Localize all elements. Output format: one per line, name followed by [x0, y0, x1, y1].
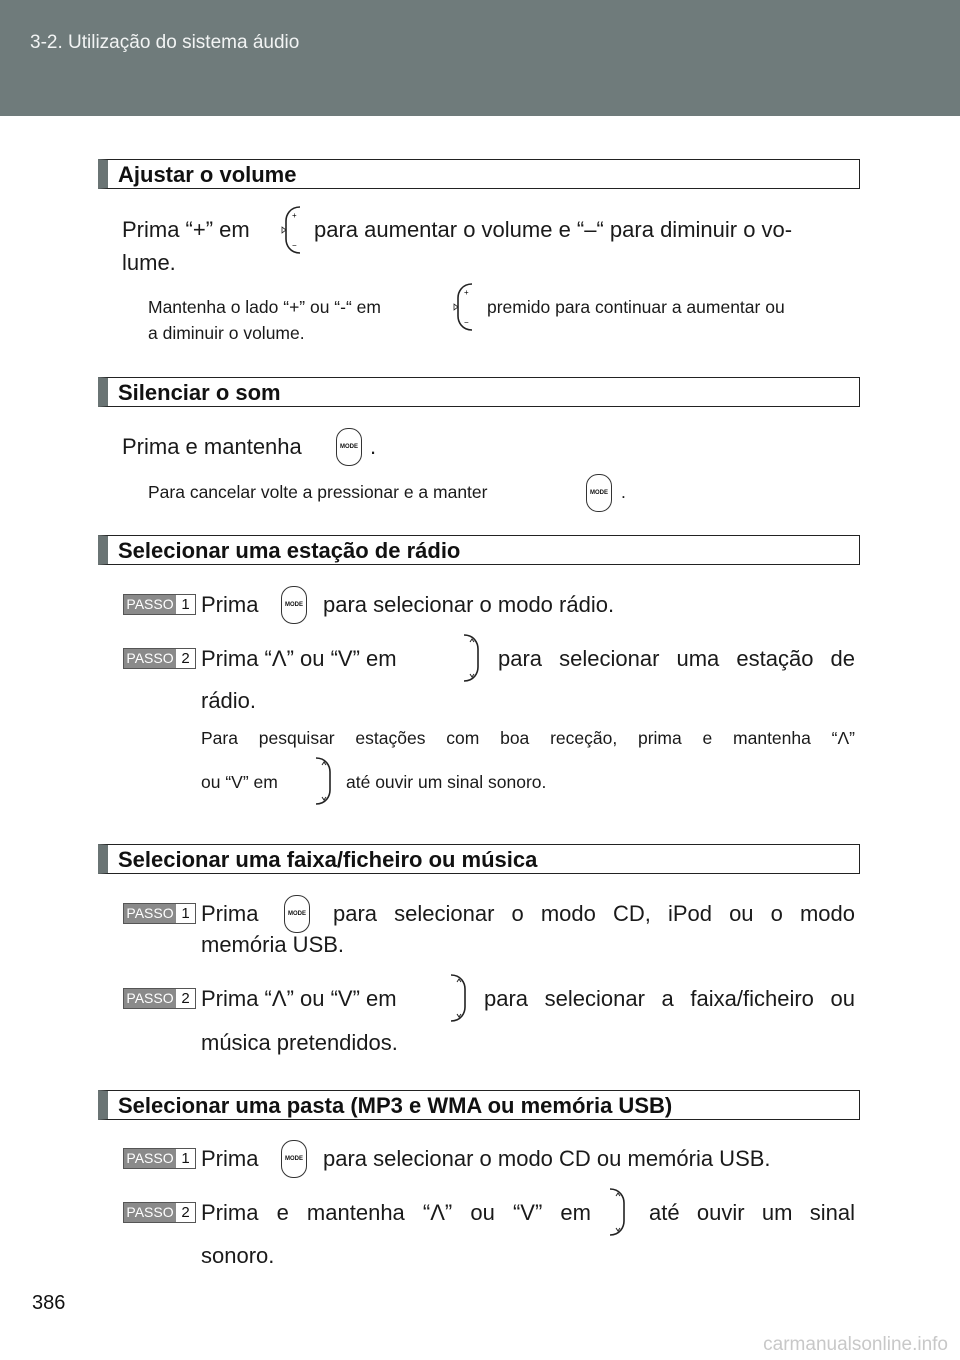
radio-step1-b: para selecionar o modo rádio. [323, 592, 615, 617]
page-number: 386 [32, 1292, 66, 1314]
seek-switch-icon [312, 756, 336, 806]
mute-text-b: . [370, 434, 377, 459]
step-number: 2 [176, 989, 195, 1008]
mode-button-icon: MODE [336, 428, 362, 466]
section-title: Ajustar o volume [118, 162, 297, 187]
radio-step1-a: Prima [201, 592, 259, 617]
section-title: Selecionar uma estação de rádio [118, 538, 461, 563]
step-label: PASSO [124, 904, 176, 923]
step-number: 1 [176, 595, 195, 614]
track-step2-a: Prima “Λ” ou “V” em [201, 986, 397, 1011]
step-label: PASSO [124, 1149, 176, 1168]
folder-step2-c: sonoro. [201, 1243, 275, 1268]
volume-note-a: Mantenha o lado “+” ou “-“ em [148, 297, 381, 317]
step-number: 1 [176, 904, 195, 923]
section-header-folder [98, 1090, 860, 1120]
volume-note-b: premido para continuar a aumentar ou [487, 297, 785, 317]
seek-switch-icon [606, 1187, 630, 1237]
mode-button-icon: MODE [281, 1140, 307, 1178]
mode-button-icon: MODE [284, 895, 310, 933]
radio-note-b: ou “V” em [201, 772, 278, 792]
radio-step2-c: rádio. [201, 688, 257, 713]
step-badge-1 [123, 1148, 196, 1169]
step-badge-1 [123, 594, 196, 615]
track-step1-c: memória USB. [201, 932, 345, 957]
radio-step2-b: para selecionar uma estação de [498, 646, 855, 671]
folder-step1-a: Prima [201, 1146, 259, 1171]
folder-step2-a: Prima e mantenha “Λ” ou “V” em [201, 1200, 591, 1225]
seek-switch-icon [447, 973, 471, 1023]
step-label: PASSO [124, 649, 176, 668]
step-number: 2 [176, 649, 195, 668]
step-number: 2 [176, 1203, 195, 1222]
step-number: 1 [176, 1149, 195, 1168]
section-header-volume [98, 159, 860, 189]
section-title: Selecionar uma faixa/ficheiro ou música [118, 847, 538, 872]
mute-text-a: Prima e mantenha [122, 434, 302, 459]
track-step2-b: para selecionar a faixa/ficheiro ou [484, 986, 855, 1011]
section-header-radio [98, 535, 860, 565]
folder-step2-b: até ouvir um sinal [649, 1200, 855, 1225]
mode-button-icon: MODE [586, 474, 612, 512]
step-badge-2 [123, 988, 196, 1009]
step-badge-1 [123, 903, 196, 924]
step-label: PASSO [124, 989, 176, 1008]
mode-button-icon: MODE [281, 586, 307, 624]
step-label: PASSO [124, 595, 176, 614]
section-title: Selecionar uma pasta (MP3 e WMA ou memória USB) [118, 1093, 673, 1118]
section-header-mute [98, 377, 860, 407]
chapter-title: 3-2. Utilização do sistema áudio [30, 32, 300, 53]
section-title: Silenciar o som [118, 380, 281, 405]
folder-step1-b: para selecionar o modo CD ou memória USB. [323, 1146, 771, 1171]
section-header-track [98, 844, 860, 874]
page-header [0, 0, 960, 116]
volume-text-b: para aumentar o volume e “–“ para diminuir o vo- [314, 217, 793, 242]
volume-switch-icon [280, 205, 304, 255]
volume-note-c: a diminuir o volume. [148, 323, 305, 343]
watermark-url[interactable]: carmanualsonline.info [763, 1334, 948, 1355]
step-badge-2 [123, 1202, 196, 1223]
radio-note-a: Para pesquisar estações com boa receção, prima e mantenha “Λ” [201, 728, 855, 748]
volume-text-a: Prima “+” em [122, 217, 250, 242]
mute-note-a: Para cancelar volte a pressionar e a manter [148, 482, 488, 502]
step-label: PASSO [124, 1203, 176, 1222]
radio-note-c: até ouvir um sinal sonoro. [346, 772, 547, 792]
mute-note-b: . [621, 482, 626, 502]
track-step1-b: para selecionar o modo CD, iPod ou o modo [333, 901, 855, 926]
radio-step2-a: Prima “Λ” ou “V” em [201, 646, 397, 671]
seek-switch-icon [460, 633, 484, 683]
track-step1-a: Prima [201, 901, 259, 926]
volume-switch-icon [452, 282, 476, 332]
track-step2-c: música pretendidos. [201, 1030, 398, 1055]
volume-text-c: lume. [122, 250, 176, 275]
step-badge-2 [123, 648, 196, 669]
